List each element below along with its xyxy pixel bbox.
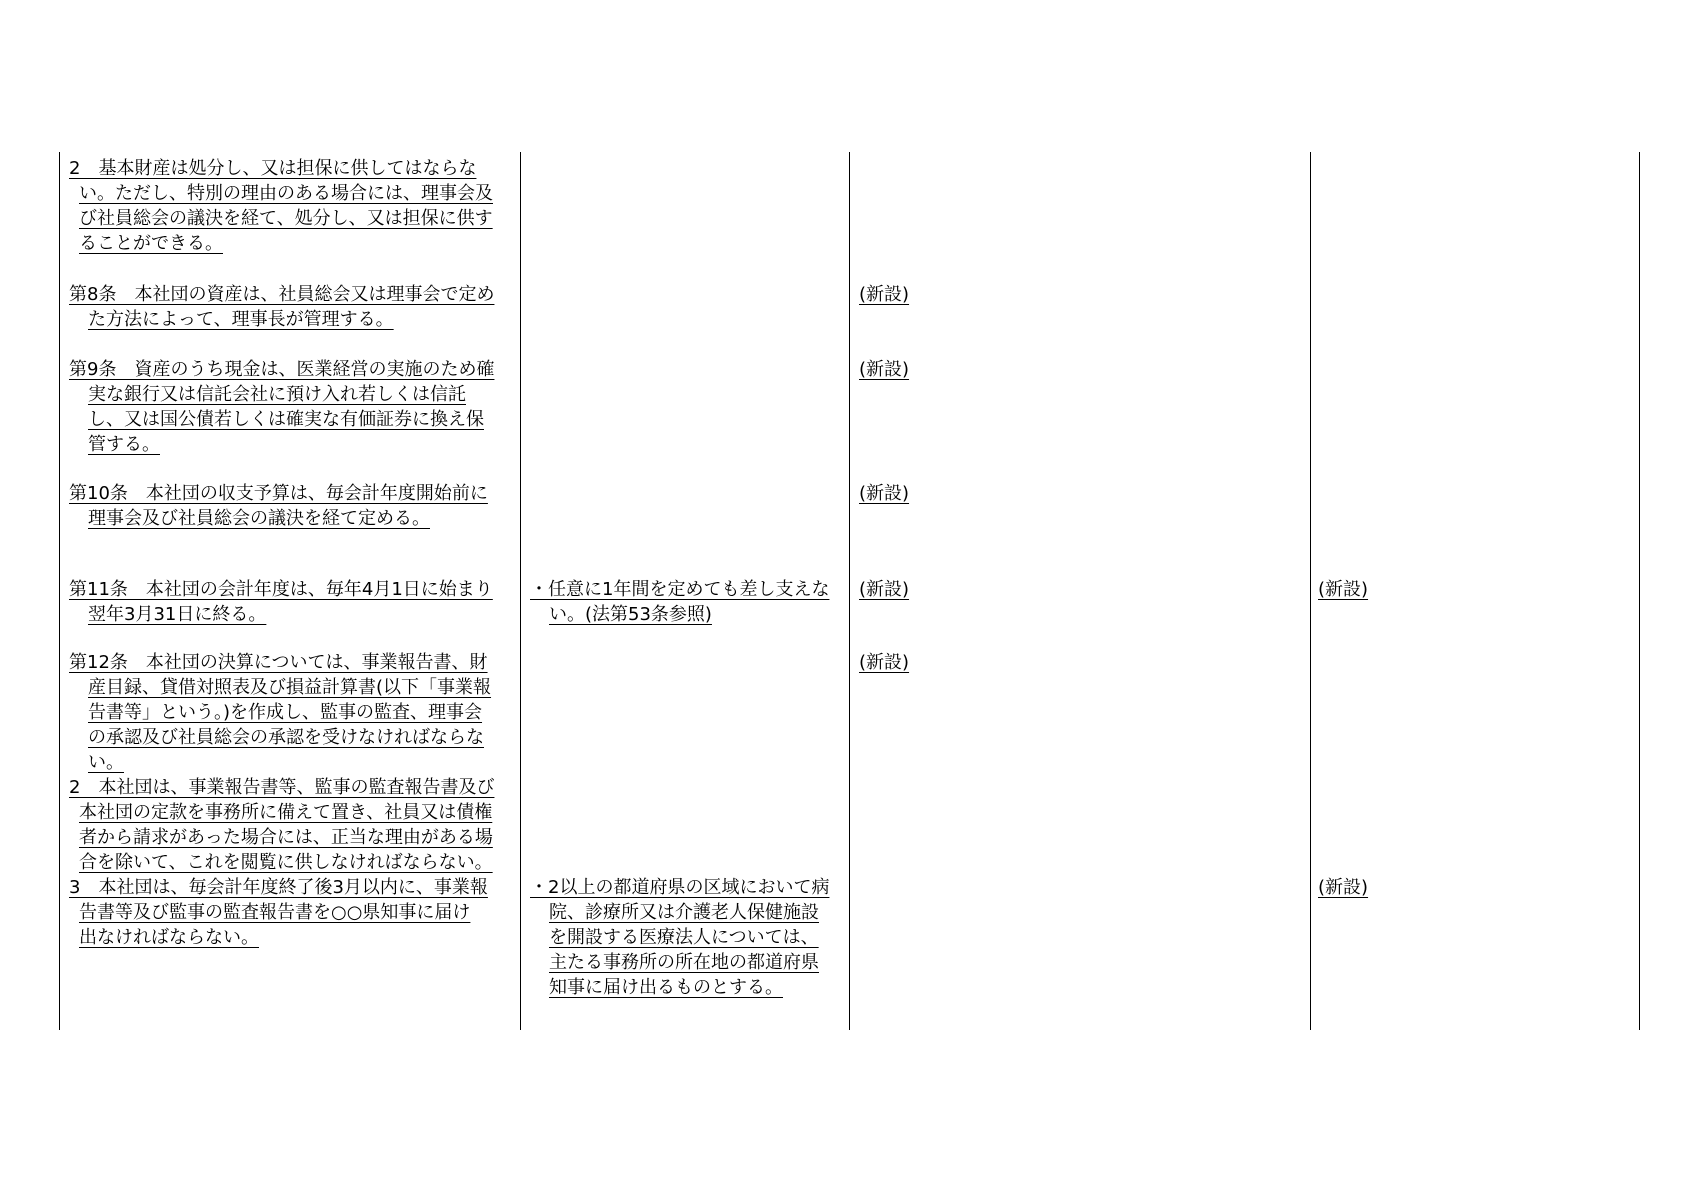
note-line: を開設する医療法人については、: [549, 927, 819, 948]
article-line: 第10条 本社団の収支予算は、毎会計年度開始前に: [69, 483, 488, 504]
column-border-3: [849, 152, 850, 1030]
article-line: 2 基本財産は処分し、又は担保に供してはならな: [69, 158, 477, 179]
article-line: 本社団の定款を事務所に備えて置き、社員又は債権: [79, 802, 493, 823]
article-12-para-2: [69, 775, 494, 875]
column-border-4: [1310, 152, 1311, 1030]
article-line: 告書等」という。)を作成し、監事の監査、理事会: [88, 702, 483, 723]
column-border-right: [1639, 152, 1640, 1030]
article-line: の承認及び社員総会の承認を受けなければならな: [88, 727, 484, 748]
article-line: ることができる。: [79, 233, 223, 254]
article-line: 者から請求があった場合には、正当な理由がある場: [79, 827, 493, 848]
new-provision-label: (新設): [1318, 579, 1369, 600]
article-12: [69, 650, 491, 775]
new-provision-label: (新設): [859, 483, 910, 504]
article-line: 合を除いて、これを閲覧に供しなければならない。: [79, 852, 493, 873]
article-10: [69, 481, 488, 531]
note-line: 知事に届け出るものとする。: [549, 977, 783, 998]
note-block: [530, 577, 829, 627]
note-line: 院、診療所又は介護老人保健施設: [549, 902, 819, 923]
article-line: 第9条 資産のうち現金は、医業経営の実施のため確: [69, 359, 495, 380]
article-line: 第8条 本社団の資産は、社員総会又は理事会で定め: [69, 284, 495, 305]
article-line: 出なければならない。: [79, 927, 259, 948]
note-line: ・2以上の都道府県の区域において病: [530, 877, 830, 898]
article-line: 管する。: [88, 434, 160, 455]
article-line: 2 本社団は、事業報告書等、監事の監査報告書及び: [69, 777, 495, 798]
article-block: [69, 156, 493, 256]
article-line: い。: [88, 752, 124, 773]
new-provision-label: (新設): [1318, 877, 1369, 898]
column-border-left: [59, 152, 60, 1030]
article-line: 3 本社団は、毎会計年度終了後3月以内に、事業報: [69, 877, 488, 898]
new-provision-label: (新設): [859, 579, 910, 600]
article-line: 産目録、貸借対照表及び損益計算書(以下「事業報: [88, 677, 492, 698]
article-line: 理事会及び社員総会の議決を経て定める。: [88, 508, 430, 529]
article-line: び社員総会の議決を経て、処分し、又は担保に供す: [79, 208, 493, 229]
note-line: い。(法第53条参照): [549, 604, 712, 625]
article-11: [69, 577, 493, 627]
new-provision-label: (新設): [859, 652, 910, 673]
note-block: [530, 875, 829, 1000]
article-8: [69, 282, 494, 332]
article-line: し、又は国公債若しくは確実な有価証券に換え保: [88, 409, 484, 430]
new-provision-label: (新設): [859, 284, 910, 305]
article-line: 第11条 本社団の会計年度は、毎年4月1日に始まり: [69, 579, 493, 600]
article-9: [69, 357, 494, 457]
article-line: い。ただし、特別の理由のある場合には、理事会及: [79, 183, 493, 204]
note-line: ・任意に1年間を定めても差し支えな: [530, 579, 830, 600]
article-line: 第12条 本社団の決算については、事業報告書、財: [69, 652, 488, 673]
article-line: た方法によって、理事長が管理する。: [88, 309, 394, 330]
article-line: 翌年3月31日に終る。: [88, 604, 267, 625]
new-provision-label: (新設): [859, 359, 910, 380]
column-border-2: [520, 152, 521, 1030]
note-line: 主たる事務所の所在地の都道府県: [549, 952, 819, 973]
article-12-para-3: [69, 875, 488, 950]
article-line: 実な銀行又は信託会社に預け入れ若しくは信託: [88, 384, 466, 405]
article-line: 告書等及び監事の監査報告書を○○県知事に届け: [79, 902, 471, 923]
